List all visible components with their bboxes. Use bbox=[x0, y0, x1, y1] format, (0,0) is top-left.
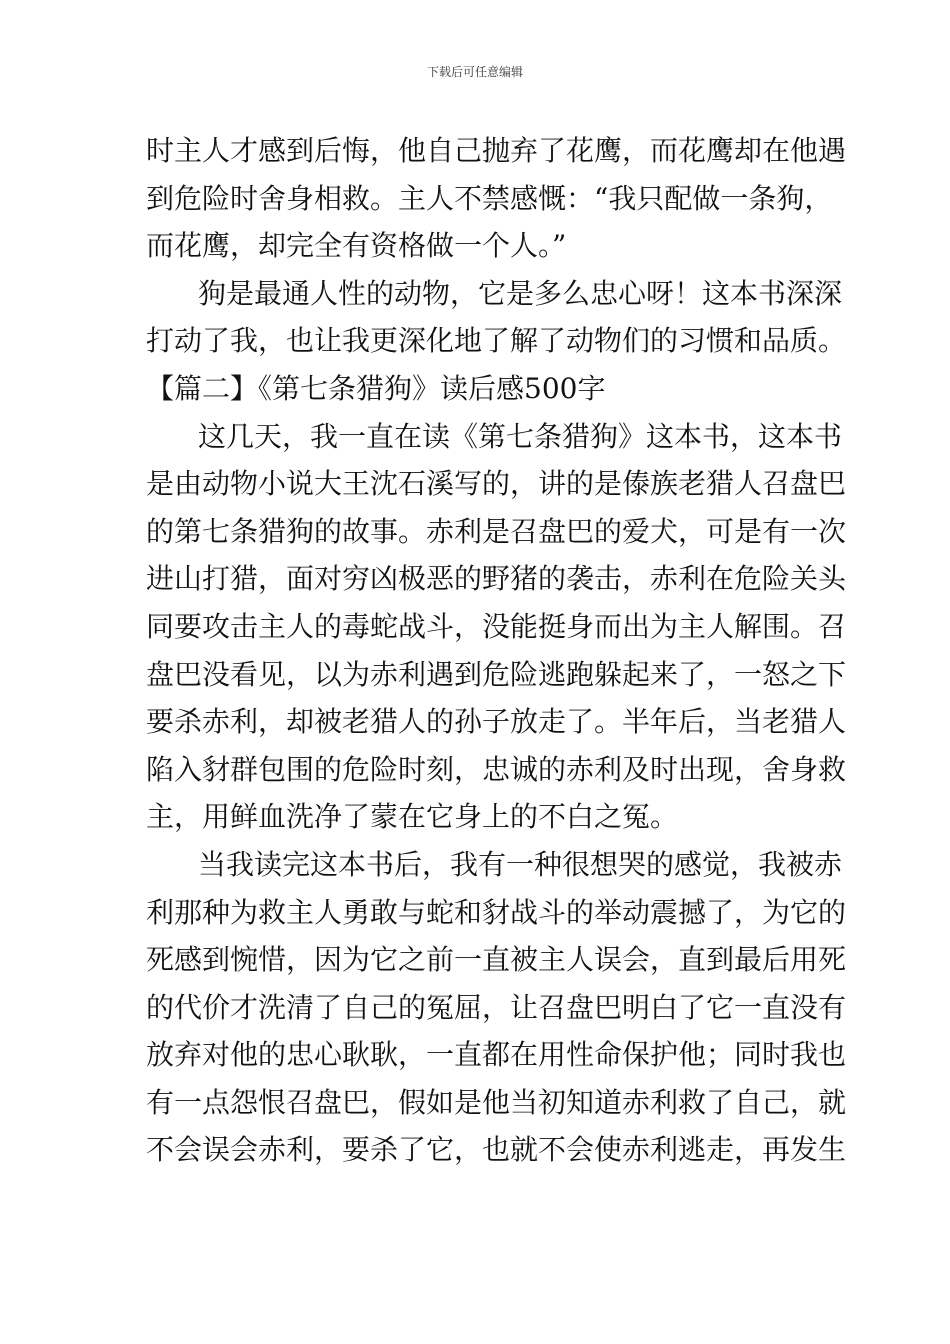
text-line: 到危险时舍身相救。主人不禁感慨：“我只配做一条狗， bbox=[146, 181, 833, 215]
text-line: 放弃对他的忠心耿耿，一直都在用性命保护他；同时我也 bbox=[146, 1038, 847, 1072]
text-line: 的第七条猎狗的故事。赤利是召盘巴的爱犬，可是有一次 bbox=[146, 514, 847, 548]
text-line: 要杀赤利，却被老猎人的孙子放走了。半年后，当老猎人 bbox=[146, 705, 847, 739]
text-line: 狗是最通人性的动物，它是多么忠心呀！这本书深深 bbox=[198, 276, 843, 310]
page-header: 下载后可任意编辑 bbox=[426, 65, 523, 79]
section-heading: 【篇二】《第七条猎狗》读后感500字 bbox=[146, 371, 606, 405]
text-line: 有一点怨恨召盘巴，假如是他当初知道赤利救了自己，就 bbox=[146, 1085, 847, 1119]
text-line: 打动了我，也让我更深化地了解了动物们的习惯和品质。 bbox=[146, 324, 847, 358]
text-line: 同要攻击主人的毒蛇战斗，没能挺身而出为主人解围。召 bbox=[146, 609, 847, 643]
text-line: 是由动物小说大王沈石溪写的，讲的是傣族老猎人召盘巴 bbox=[146, 467, 847, 501]
text-line: 陷入豺群包围的危险时刻，忠诚的赤利及时出现，舍身救 bbox=[146, 752, 847, 786]
text-line: 而花鹰，却完全有资格做一个人。” bbox=[146, 229, 567, 263]
text-line: 不会误会赤利，要杀了它，也就不会使赤利逃走，再发生 bbox=[146, 1133, 847, 1167]
text-line: 利那种为救主人勇敢与蛇和豺战斗的举动震撼了，为它的 bbox=[146, 895, 847, 929]
text-line: 主，用鲜血洗净了蒙在它身上的不白之冤。 bbox=[146, 800, 679, 834]
text-line: 当我读完这本书后，我有一种很想哭的感觉，我被赤 bbox=[198, 847, 843, 881]
text-line: 这几天，我一直在读《第七条猎狗》这本书，这本书 bbox=[198, 419, 843, 453]
text-line: 时主人才感到后悔，他自己抛弃了花鹰，而花鹰却在他遇 bbox=[146, 134, 847, 167]
text-line: 死感到惋惜，因为它之前一直被主人误会，直到最后用死 bbox=[146, 943, 847, 977]
text-line: 的代价才洗清了自己的冤屈，让召盘巴明白了它一直没有 bbox=[146, 990, 847, 1024]
text-line: 盘巴没看见，以为赤利遇到危险逃跑躲起来了，一怒之下 bbox=[146, 657, 847, 691]
text-line: 进山打猎，面对穷凶极恶的野猪的袭击，赤利在危险关头 bbox=[146, 562, 847, 596]
body-text bbox=[146, 127, 847, 1174]
